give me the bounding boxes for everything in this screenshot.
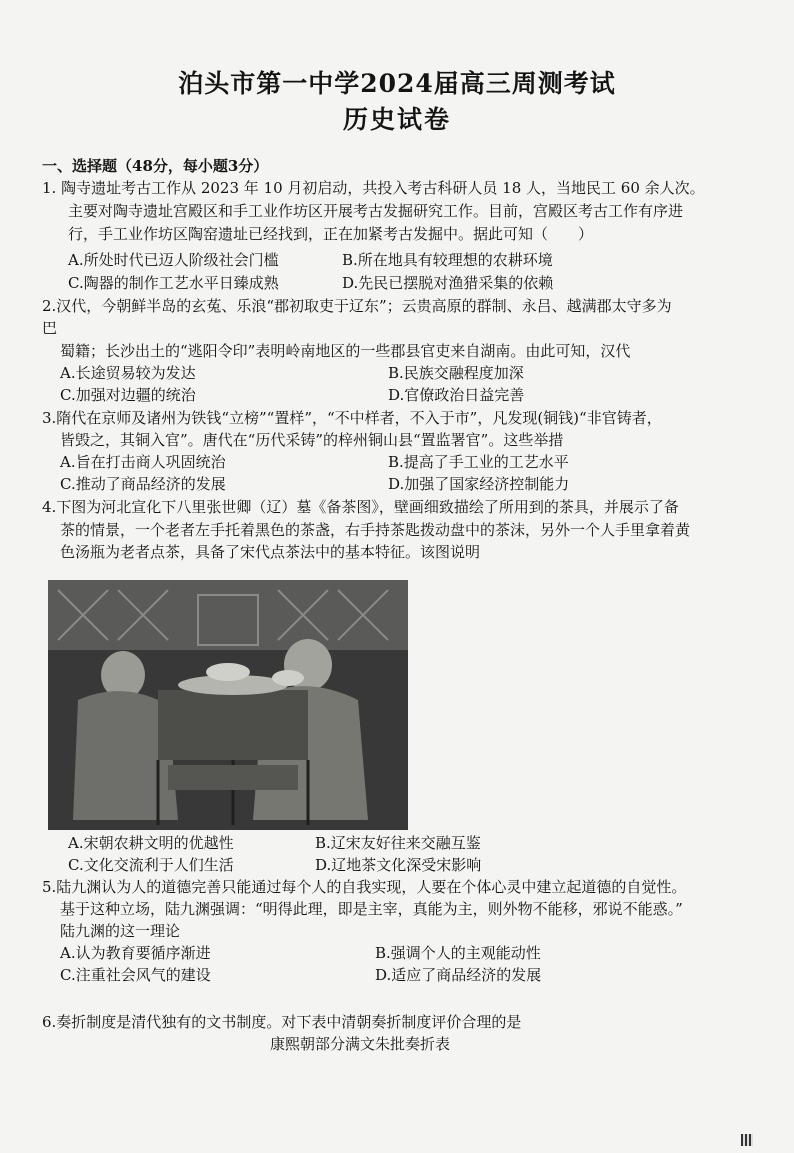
- q1-stem-line1: 1. 陶寺遗址考古工作从 2023 年 10 月初启动，共投入考古科研人员 18 人，当地民工 60 余人次。: [42, 179, 705, 197]
- q3-option-c: C.推动了商品经济的发展: [60, 475, 226, 493]
- q1-stem-line2: 主要对陶寺遗址宫殿区和手工业作坊区开展考古发掘研究工作。目前，宫殿区考古工作有序进: [68, 202, 684, 220]
- q4-stem-line2: 茶的情景，一个老者左手托着黑色的茶盏，右手持茶匙拨动盘中的茶沫，另外一个人手里拿着黄: [60, 521, 691, 539]
- q2-option-a: A.长途贸易较为发达: [60, 364, 196, 382]
- q4-option-c: C.文化交流利于人们生活: [68, 856, 234, 874]
- q3-option-b: B.提高了手工业的工艺水平: [388, 453, 569, 471]
- q4-stem-line3: 色汤瓶为老者点茶，具备了宋代点茶法中的基本特征。该图说明: [60, 543, 481, 561]
- q5-option-c: C.注重社会风气的建设: [60, 966, 211, 984]
- q4-stem-line1: 4.下图为河北宣化下八里张世卿（辽）墓《备茶图》，壁画细致描绘了所用到的茶具，并展示了备: [42, 498, 679, 516]
- q6-stem-line1: 6.奏折制度是清代独有的文书制度。对下表中清朝奏折制度评价合理的是: [42, 1013, 522, 1031]
- q4-option-a: A.宋朝农耕文明的优越性: [68, 834, 234, 852]
- q5-stem-line3: 陆九渊的这一理论: [60, 922, 181, 940]
- q2-option-b: B.民族交融程度加深: [388, 364, 524, 382]
- q1-option-a: A.所处时代已迈人阶级社会门槛: [68, 251, 279, 269]
- q2-stem-line1: 2.汉代，今朝鲜半岛的玄菟、乐浪“郡初取吏于辽东”；云贵高原的群制、永吕、越满郡太守多为: [42, 297, 672, 315]
- mural-illustration: [48, 580, 408, 830]
- exam-subtitle: 历史试卷: [342, 105, 451, 134]
- q5-option-d: D.适应了商品经济的发展: [375, 966, 542, 984]
- tea-preparation-mural-image: [48, 580, 408, 830]
- q4-option-b: B.辽宋友好往来交融互鉴: [315, 834, 481, 852]
- q5-option-b: B.强调个人的主观能动性: [375, 944, 541, 962]
- q5-option-a: A.认为教育要循序渐进: [60, 944, 211, 962]
- q1-option-b: B.所在地具有较理想的农耕环境: [342, 251, 553, 269]
- q2-option-c: C.加强对边疆的统治: [60, 386, 196, 404]
- q3-stem-line1: 3.隋代在京师及诸州为铁钱“立榜”“置样”，“不中样者，不入于市”，凡发现(铜钱)“非官铸者，: [42, 409, 662, 427]
- q3-stem-line2: 皆毁之，其铜入官”。唐代在“历代采铸”的梓州铜山县“置监署官”。这些举措: [60, 431, 564, 449]
- q2-option-d: D.官僚政治日益完善: [388, 386, 525, 404]
- section-heading: 一、选择题（48分，每小题3分）: [42, 157, 269, 175]
- q1-option-c: C.陶器的制作工艺水平日臻成熟: [68, 274, 279, 292]
- q5-stem-line2: 基于这种立场，陆九渊强调：“明得此理，即是主宰，真能为主，则外物不能移，邪说不能惑。”: [60, 900, 683, 918]
- q2-stem-line3: 蜀籍；长沙出土的“逃阳令印”表明岭南地区的一些郡县官吏来自湖南。由此可知，汉代: [60, 342, 631, 360]
- qr-code-icon: [741, 1134, 753, 1146]
- q5-stem-line1: 5.陆九渊认为人的道德完善只能通过每个人的自我实现，人要在个体心灵中建立起道德的自觉性。: [42, 878, 687, 896]
- q1-option-d: D.先民已摆脱对渔猎采集的依赖: [342, 274, 554, 292]
- q2-stem-line2: 巴: [42, 319, 58, 337]
- q3-option-d: D.加强了国家经济控制能力: [388, 475, 570, 493]
- q4-option-d: D.辽地茶文化深受宋影响: [315, 856, 482, 874]
- q6-table-title: 康熙朝部分满文朱批奏折表: [270, 1035, 451, 1053]
- q3-option-a: A.旨在打击商人巩固统治: [60, 453, 226, 471]
- q1-stem-line3: 行，手工业作坊区陶窑遗址已经找到，正在加紧考古发掘中。据此可知（ ）: [68, 225, 594, 243]
- exam-title: 泊头市第一中学2024届高三周测考试: [178, 69, 616, 98]
